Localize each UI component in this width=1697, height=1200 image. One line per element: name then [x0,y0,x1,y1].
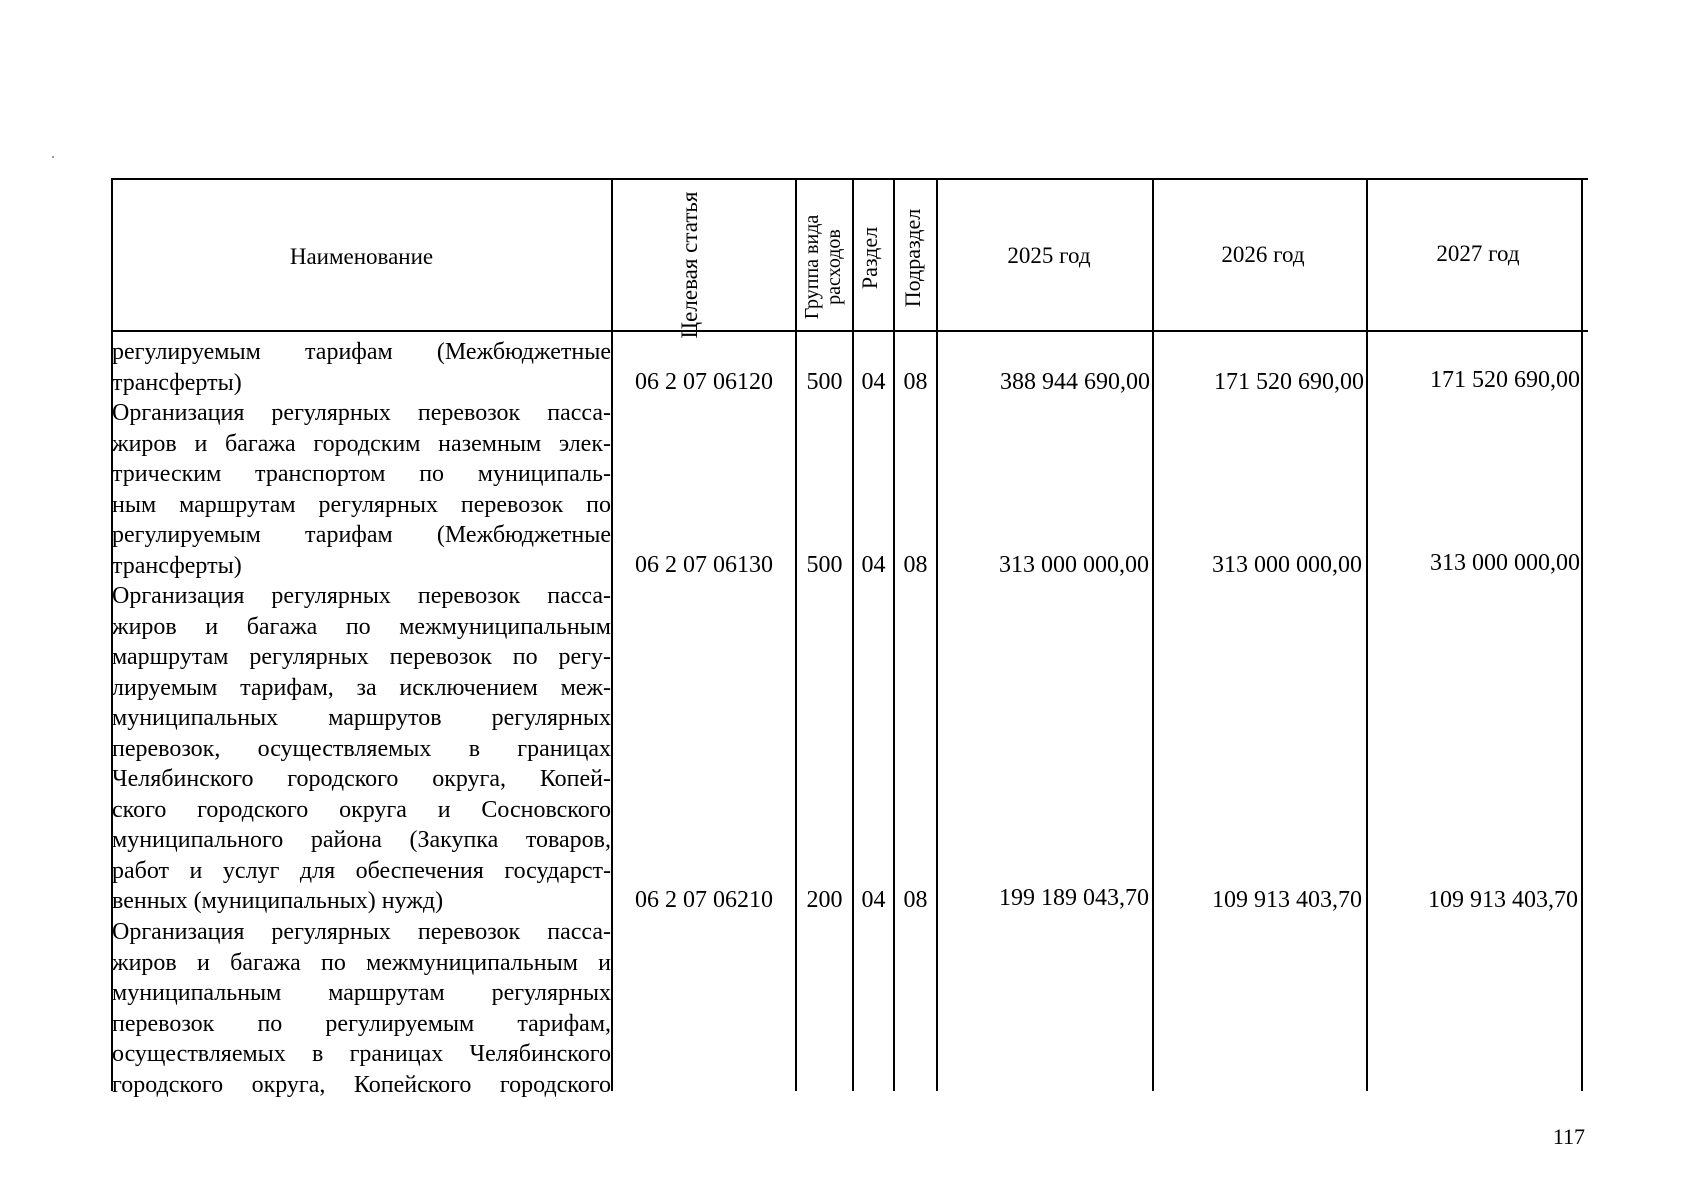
name-line: перевозок по регулируемым тарифам, [112,1010,611,1037]
name-line: жиров и багажа по межмуниципальным [112,613,611,640]
cell-2026: 109 913 403,70 [1212,887,1362,913]
name-line: осуществляемых в границах Челябинского [112,1041,611,1067]
cell-code: 06 2 07 06130 [635,552,773,578]
name-line: городского округа, Копейского городского [112,1071,611,1098]
row-1-name [112,337,611,398]
scan-speck [52,156,54,158]
header-year-2026: 2026 год [1221,242,1305,267]
col-divider-name [611,178,613,1091]
col-divider-section [893,178,895,1091]
name-line: маршрутам регулярных перевозок по регу- [112,644,611,670]
name-line: трансферты) [112,369,242,396]
name-line: ным маршрутам регулярных перевозок по [112,491,611,518]
cell-section: 04 [861,887,886,913]
name-line: Организация регулярных перевозок пасса- [112,919,611,945]
name-line: Организация регулярных перевозок пасса- [112,400,611,426]
cell-group: 500 [806,552,843,578]
cell-section: 04 [861,552,886,578]
header-year-2027: 2027 год [1436,241,1520,266]
col-divider-2026 [1366,178,1368,1091]
name-line: перевозок, осуществляемых в границах [112,735,611,762]
row-3-name [112,581,611,917]
cell-2027: 313 000 000,00 [1430,550,1580,576]
cell-2027: 171 520 690,00 [1430,367,1580,393]
header-year-2025: 2025 год [1007,243,1091,268]
cell-2025: 313 000 000,00 [999,552,1149,578]
row-2-name [112,398,611,581]
name-line: трансферты) [112,552,242,579]
page-number: 117 [1552,1124,1585,1149]
col-divider-2025 [1152,178,1154,1091]
name-line: Организация регулярных перевозок пасса- [112,583,611,609]
col-divider-subsection [936,178,938,1091]
cell-subsection: 08 [903,552,928,578]
header-target-article: Целевая статья [677,191,702,339]
name-line: ского городского округа и Сосновского [112,796,611,823]
name-line: регулируемым тарифам (Межбюджетные [112,339,611,365]
table-right-border [1581,178,1583,1091]
header-subsection: Подраздел [900,208,925,308]
cell-2025: 199 189 043,70 [999,885,1149,911]
col-divider-code [795,178,797,1091]
name-line: Челябинского городского округа, Копей- [112,766,611,792]
cell-2026: 171 520 690,00 [1214,369,1364,395]
header-expense-group: Группа вида расходов [801,214,845,320]
name-line: муниципальным маршрутам регулярных [112,980,611,1006]
cell-2026: 313 000 000,00 [1212,552,1362,578]
cell-group: 500 [806,369,843,395]
name-line: лируемым тарифам, за исключением меж- [112,674,611,701]
name-line: венных (муниципальных) нужд) [112,888,444,914]
header-name: Наименование [289,244,434,269]
col-divider-group [852,178,854,1091]
header-section: Раздел [857,226,882,290]
name-line: трическим транспортом по муниципаль- [112,461,611,487]
row-4-name [112,917,611,1100]
name-line: регулируемым тарифам (Межбюджетные [112,522,611,548]
cell-subsection: 08 [903,887,928,913]
cell-section: 04 [861,369,886,395]
name-line: работ и услуг для обеспечения государст- [112,857,611,884]
cell-2025: 388 944 690,00 [1000,369,1150,395]
cell-subsection: 08 [903,369,928,395]
name-line: муниципальных маршрутов регулярных [112,705,611,731]
cell-group: 200 [806,887,843,913]
name-line: жиров и багажа по межмуниципальным и [112,949,611,976]
name-line: жиров и багажа городским наземным элек- [112,430,611,457]
cell-code: 06 2 07 06120 [635,369,773,395]
cell-code: 06 2 07 06210 [635,887,773,913]
cell-2027: 109 913 403,70 [1428,887,1578,913]
name-line: муниципального района (Закупка товаров, [112,827,611,853]
